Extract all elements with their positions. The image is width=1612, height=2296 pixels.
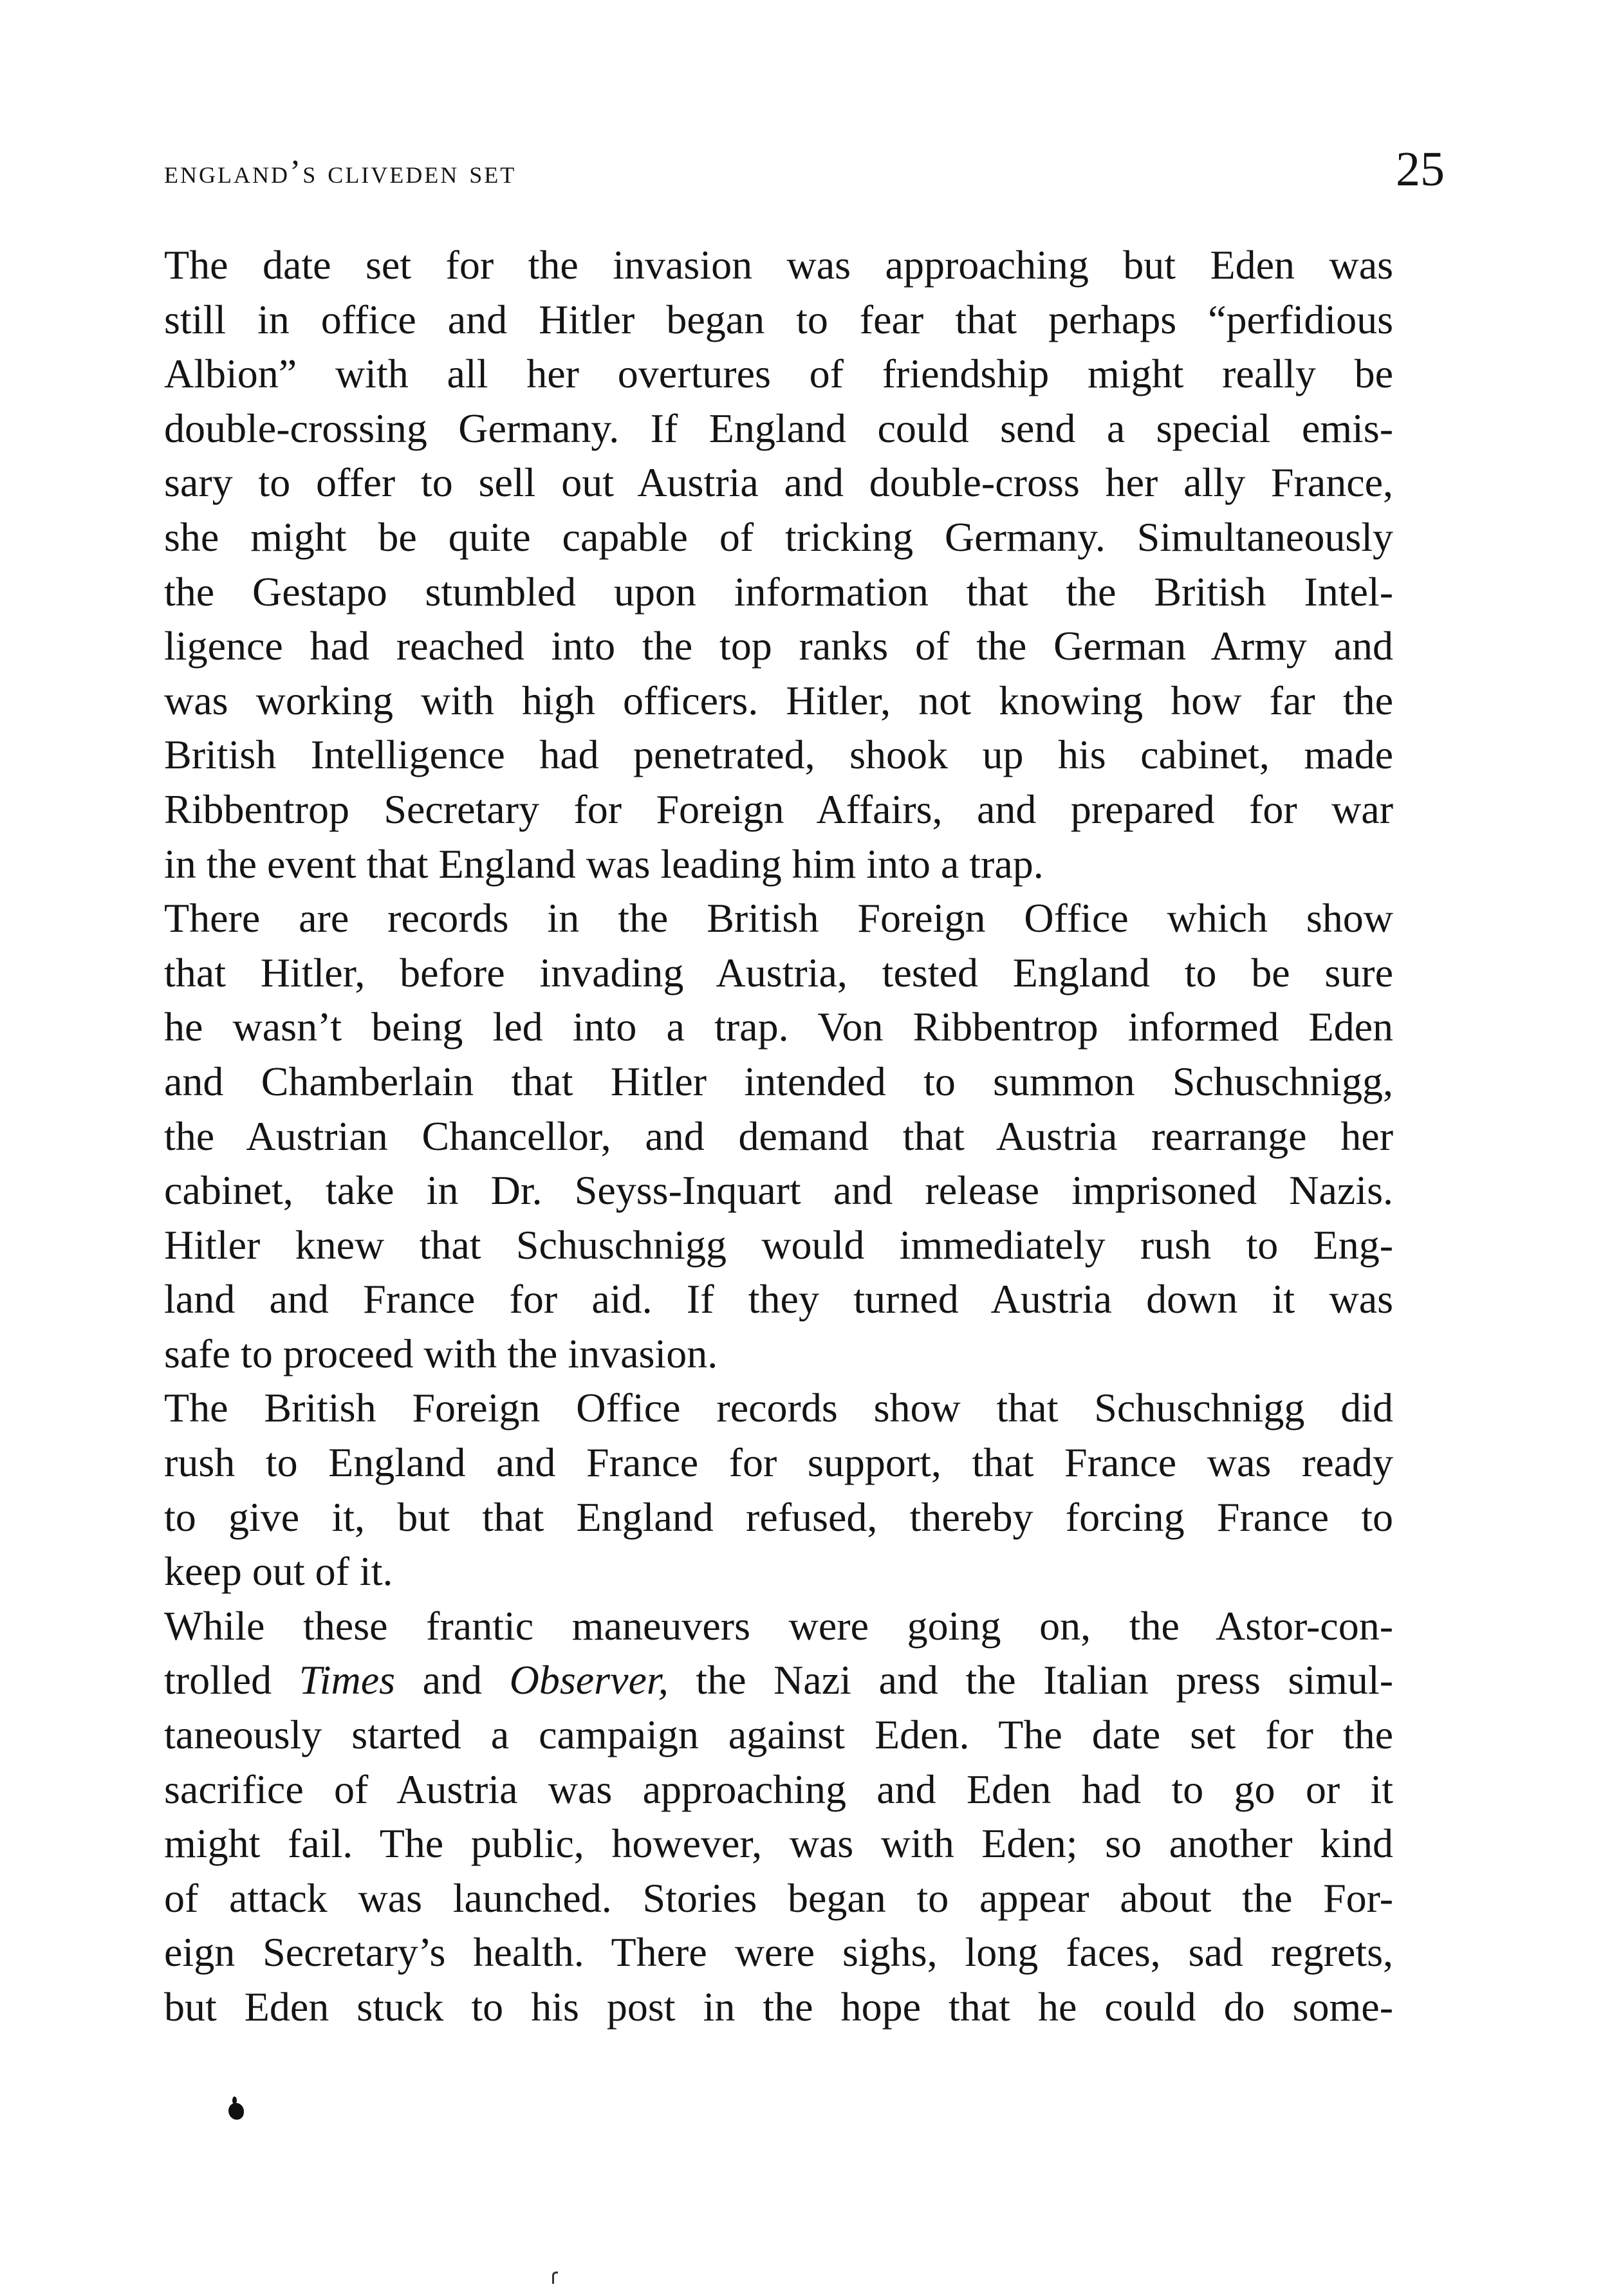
text-line: While these frantic maneuvers were going on, the Astor-con- [164,1602,1393,1649]
text-line: sary to offer to sell out Austria and double-cross her ally France, [164,459,1393,506]
text-line: the Austrian Chancellor, and demand that Austria rearrange her [164,1113,1393,1159]
text-line: The British Foreign Office records show that Schuschnigg did [164,1385,1393,1431]
paragraph-4 [106,1599,1393,2035]
text-line: Ribbentrop Secretary for Foreign Affairs, and prepared for war [164,786,1393,832]
running-head [164,142,1445,206]
text-line: double-crossing Germany. If England could send a special emis- [164,405,1393,451]
text-line-with-titles [106,1653,1393,1708]
running-title: england’s cliveden set [164,154,517,190]
text-line: eign Secretary’s health. There were sighs, long faces, sad regrets, [164,1929,1393,1976]
page-number: 25 [1396,142,1445,196]
paragraph-2 [106,891,1393,1381]
text-segment: trolled [164,1657,299,1703]
text-line: rush to England and France for support, that France was ready [164,1440,1393,1486]
text-line: sacrifice of Austria was approaching and Eden had to go or it [164,1766,1393,1812]
text-line: still in office and Hitler began to fear that perhaps “perfidious [164,296,1393,342]
body-text [106,238,1393,2035]
text-line: cabinet, take in Dr. Seyss-Inquart and release imprisoned Nazis. [164,1167,1393,1214]
text-line: The date set for the invasion was approaching but Eden was [164,242,1393,288]
text-line: might fail. The public, however, was with Eden; so another kind [164,1820,1393,1867]
ink-blot-mark [228,2103,244,2120]
text-line: keep out of it. [164,1548,393,1595]
text-line: in the event that England was leading him into a trap. [164,840,1044,887]
text-line: Albion” with all her overtures of friendship might really be [164,351,1393,397]
publication-title-times: Times [299,1657,396,1703]
paragraph-3 [106,1381,1393,1598]
publication-title-observer: Observer, [509,1657,669,1703]
text-line: but Eden stuck to his post in the hope that he could do some- [164,1984,1393,2030]
text-line: British Intelligence had penetrated, shook up his cabinet, made [164,732,1393,778]
text-line: to give it, but that England refused, thereby forcing France to [164,1494,1393,1540]
text-line: she might be quite capable of tricking Germany. Simultaneously [164,514,1393,560]
text-line: he wasn’t being led into a trap. Von Ribbentrop informed Eden [164,1004,1393,1050]
text-line: taneously started a campaign against Eden. The date set for the [164,1712,1393,1758]
text-line: was working with high officers. Hitler, not knowing how far the [164,677,1393,723]
text-line: land and France for aid. If they turned Austria down it was [164,1276,1393,1322]
text-line: the Gestapo stumbled upon information that the British Intel- [164,568,1393,615]
text-line: of attack was launched. Stories began to appear about the For- [164,1875,1393,1921]
text-segment: the Nazi and the Italian press simul- [668,1657,1393,1703]
stray-ink-mark [552,2272,558,2284]
text-line: ligence had reached into the top ranks of the German Army and [164,623,1393,669]
text-line: and Chamberlain that Hitler intended to summon Schuschnigg, [164,1058,1393,1104]
text-line: that Hitler, before invading Austria, tested England to be sure [164,949,1393,995]
text-line: safe to proceed with the invasion. [164,1330,718,1376]
text-line: There are records in the British Foreign Office which show [164,895,1393,941]
paragraph-1 [106,238,1393,891]
text-segment: and [395,1657,510,1703]
text-line: Hitler knew that Schuschnigg would immediately rush to Eng- [164,1221,1393,1268]
